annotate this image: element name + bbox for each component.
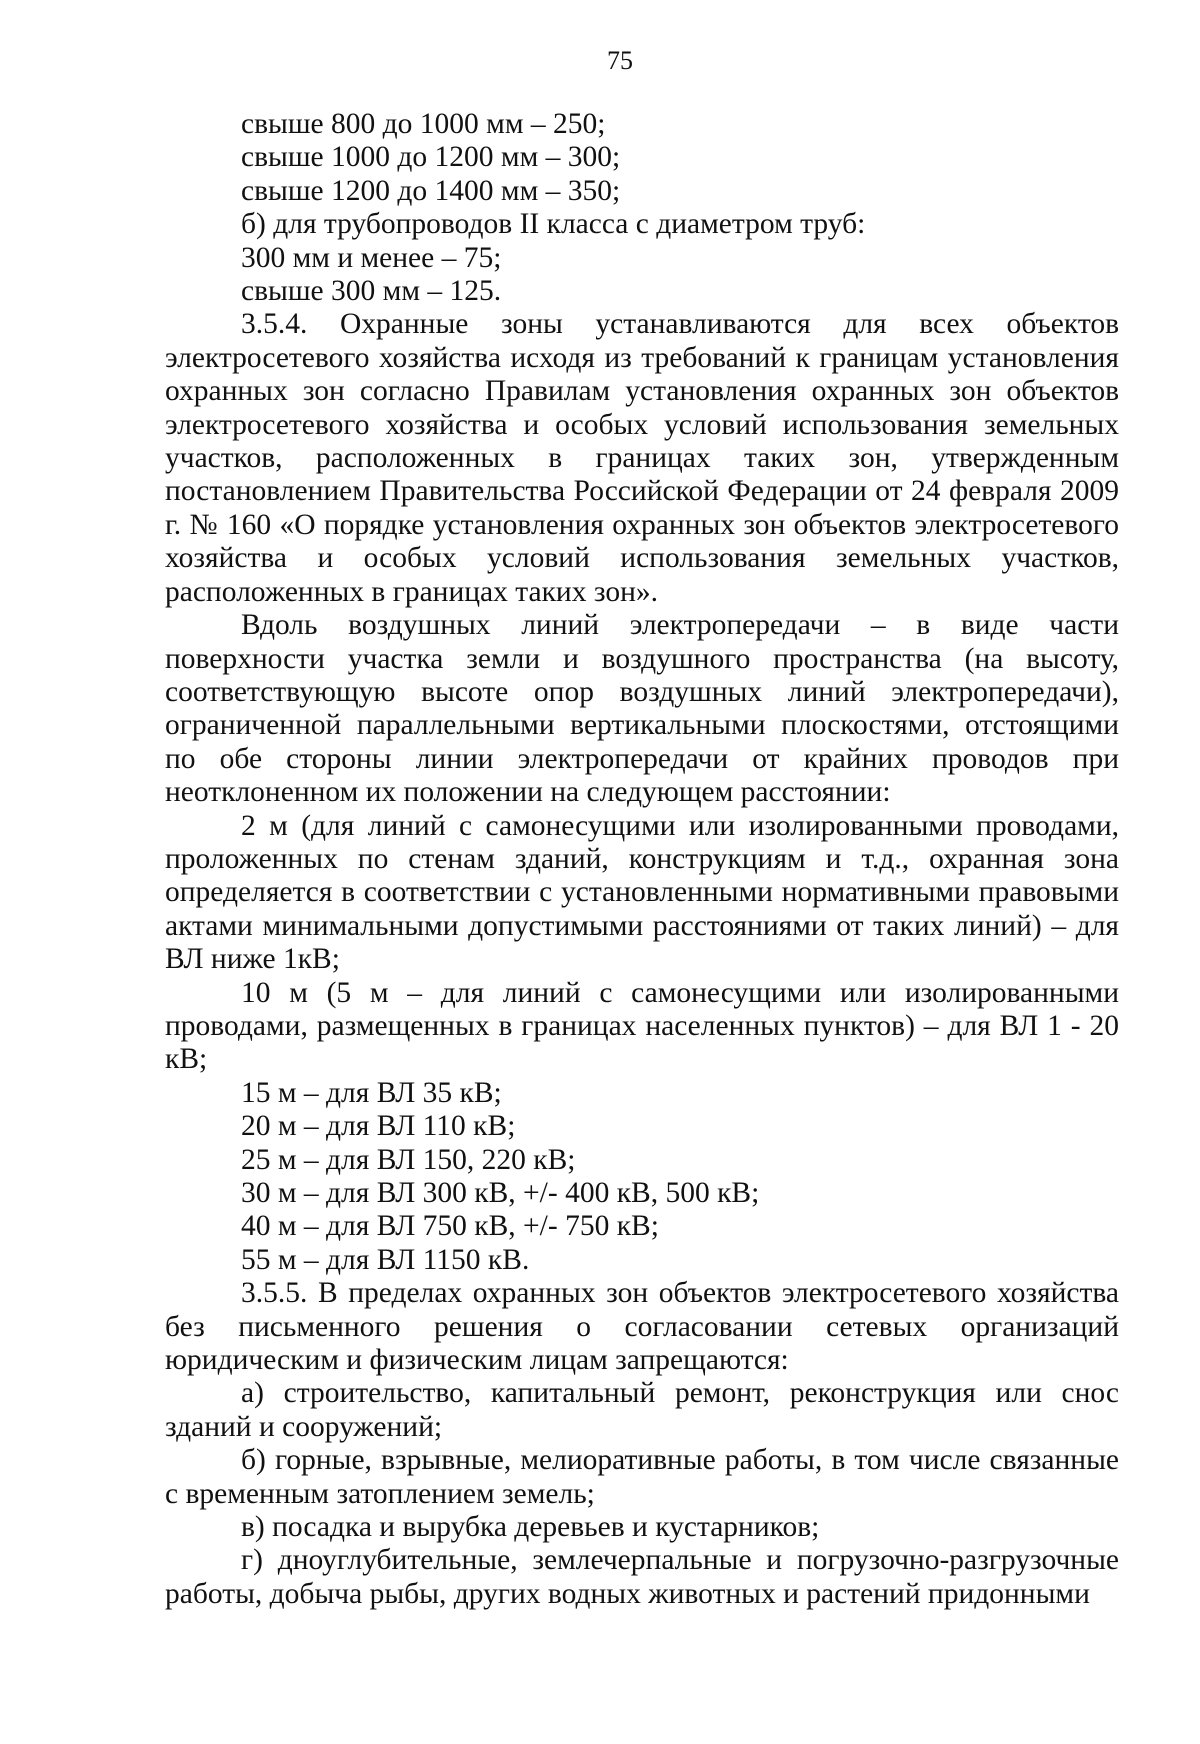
list-item: 300 мм и менее – 75;	[241, 241, 502, 274]
prohibition-item: г) дноуглубительные, землечерпальные и погрузочно-разгрузочные работы, добыча рыбы, других водных животных и растений придонными	[165, 1544, 1119, 1610]
distance-item: 30 м – для ВЛ 300 кВ, +/- 400 кВ, 500 кВ;	[241, 1177, 760, 1209]
distance-item: 25 м – для ВЛ 150, 220 кВ;	[241, 1143, 576, 1176]
distance-item: 20 м – для ВЛ 110 кВ;	[241, 1110, 516, 1143]
prohibition-item: б) горные, взрывные, мелиоративные работы, в том числе связанные с временным затоплением земель;	[165, 1444, 1119, 1510]
distance-item: 40 м – для ВЛ 750 кВ, +/- 750 кВ;	[241, 1210, 659, 1243]
list-item: свыше 1200 до 1400 мм – 350;	[241, 174, 621, 207]
paragraph-2m: 2 м (для линий с самонесущими или изолированными проводами, проложенных по стенам зданий, конструкциям и т.д., охранная зона определяется в соответствии с установленными нормативными правовыми актами минимальными допустимыми расстояниями от таких линий) – для ВЛ ниже 1кВ;	[165, 809, 1119, 976]
page-number: 75	[607, 46, 633, 75]
prohibition-item: в) посадка и вырубка деревьев и кустарников;	[241, 1511, 820, 1544]
page-body	[165, 108, 1119, 1611]
paragraph-3-5-4: 3.5.4. Охранные зоны устанавливаются для всех объектов электросетевого хозяйства исходя из требований к границам установления охранных зон согласно Правилам установления охранных зон объектов электросетевого хозяйства и особых условий использования земельных участков, расположенных в границах таких зон, утвержденным постановлением Правительства Российской Федерации от 24 февраля 2009 г. № 160 «О порядке установления охранных зон объектов электросетевого хозяйства и особых условий использования земельных участков, расположенных в границах таких зон».	[165, 308, 1119, 608]
distance-item: 15 м – для ВЛ 35 кВ;	[241, 1076, 502, 1109]
list-heading: б) для трубопроводов II класса с диаметром труб:	[241, 208, 866, 241]
paragraph-vdol: Вдоль воздушных линий электропередачи – в виде части поверхности участка земли и воздушного пространства (на высоту, соответствующую высоте опор воздушных линий электропередачи), ограниченной параллельными вертикальными плоскостями, отстоящими по обе стороны линии электропередачи от крайних проводов при неотклоненном их положении на следующем расстоянии:	[165, 609, 1119, 809]
distance-item: 55 м – для ВЛ 1150 кВ.	[241, 1243, 530, 1276]
prohibition-item: а) строительство, капитальный ремонт, реконструкция или снос зданий и сооружений;	[165, 1377, 1119, 1443]
paragraph-10m: 10 м (5 м – для линий с самонесущими или изолированными проводами, размещенных в границах населенных пунктов) – для ВЛ 1 - 20 кВ;	[165, 976, 1119, 1076]
paragraph-3-5-5: 3.5.5. В пределах охранных зон объектов электросетевого хозяйства без письменного решения о согласовании сетевых организаций юридическим и физическим лицам запрещаются:	[165, 1277, 1119, 1377]
list-item: свыше 800 до 1000 мм – 250;	[241, 108, 606, 140]
list-item: свыше 300 мм – 125.	[241, 275, 502, 308]
list-item: свыше 1000 до 1200 мм – 300;	[241, 141, 621, 174]
